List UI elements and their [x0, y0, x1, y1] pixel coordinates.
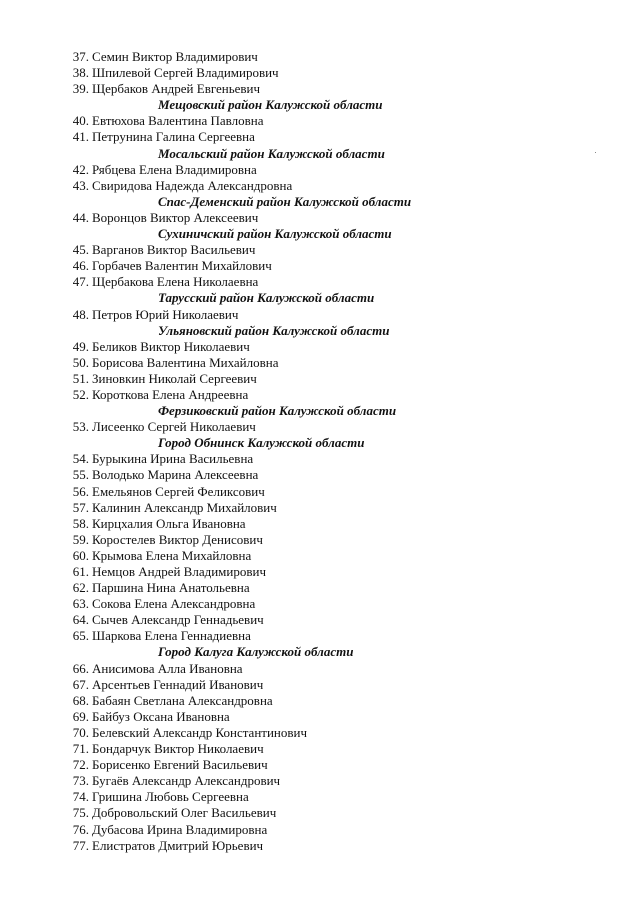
list-item — [0, 822, 640, 838]
list-item — [0, 661, 640, 677]
person-name: Крымова Елена Михайловна — [92, 547, 252, 563]
person-name: Калинин Александр Михайлович — [92, 499, 277, 515]
person-name: Бондарчук Виктор Николаевич — [92, 741, 264, 757]
person-name: Короткова Елена Андреевна — [92, 386, 249, 402]
person-name: Воронцов Виктор Алексеевич — [92, 209, 259, 225]
list-item-number: 74. — [72, 789, 89, 805]
person-name: Щербаков Андрей Евгеньевич — [92, 81, 261, 97]
person-name: Бугаёв Александр Александрович — [92, 773, 281, 789]
person-name: Лисеенко Сергей Николаевич — [92, 419, 256, 435]
section-heading: Мещовский район Калужской области — [158, 97, 383, 113]
list-item-number: 55. — [72, 467, 89, 483]
list-item-number: 73. — [72, 773, 89, 789]
list-item — [0, 612, 640, 628]
list-item — [0, 242, 640, 258]
list-item — [0, 49, 640, 65]
person-name: Емельянов Сергей Феликсович — [92, 483, 265, 499]
person-name: Петров Юрий Николаевич — [92, 306, 239, 322]
list-item-number: 62. — [72, 580, 89, 596]
list-item-number: 69. — [72, 708, 89, 724]
person-name: Елистратов Дмитрий Юрьевич — [92, 837, 264, 853]
section-heading: Тарусский район Калужской области — [158, 290, 375, 306]
list-item — [0, 355, 640, 371]
list-item — [0, 805, 640, 821]
list-item-number: 52. — [72, 386, 89, 402]
list-item-number: 67. — [72, 676, 89, 692]
list-item-number: 64. — [72, 612, 89, 628]
list-item — [0, 725, 640, 741]
list-item — [0, 371, 640, 387]
list-item — [0, 741, 640, 757]
list-item-number: 76. — [72, 821, 89, 837]
person-name: Анисимова Алла Ивановна — [92, 660, 243, 676]
section-heading: Город Обнинск Калужской области — [158, 435, 365, 451]
list-item — [0, 580, 640, 596]
list-item-number: 66. — [72, 660, 89, 676]
list-item — [0, 789, 640, 805]
list-item-number: 43. — [72, 177, 89, 193]
list-item — [0, 693, 640, 709]
person-name: Сокова Елена Александровна — [92, 596, 256, 612]
list-item-number: 38. — [72, 65, 89, 81]
list-item-number: 50. — [72, 354, 89, 370]
person-name: Беликов Виктор Николаевич — [92, 338, 250, 354]
list-item — [0, 387, 640, 403]
list-item-number: 60. — [72, 547, 89, 563]
person-name: Байбуз Оксана Ивановна — [92, 708, 230, 724]
list-item-number: 49. — [72, 338, 89, 354]
list-item-number: 44. — [72, 209, 89, 225]
person-name: Бабаян Светлана Александровна — [92, 692, 273, 708]
list-item-number: 75. — [72, 805, 89, 821]
person-name: Борисова Валентина Михайловна — [92, 354, 279, 370]
list-item — [0, 564, 640, 580]
list-item — [0, 532, 640, 548]
person-name: Борисенко Евгений Васильевич — [92, 757, 268, 773]
person-name: Сычев Александр Геннадьевич — [92, 612, 264, 628]
section-heading: Спас-Деменский район Калужской области — [158, 193, 412, 209]
list-item-number: 46. — [72, 258, 89, 274]
person-name: Бурыкина Ирина Васильевна — [92, 451, 254, 467]
list-item — [0, 838, 640, 854]
list-item-number: 61. — [72, 564, 89, 579]
person-name: Арсентьев Геннадий Иванович — [92, 676, 264, 692]
list-item-number: 45. — [72, 242, 89, 258]
list-item — [0, 516, 640, 532]
section-heading: Мосальский район Калужской области — [158, 145, 385, 161]
person-name: Гришина Любовь Сергеевна — [92, 789, 249, 805]
document-page — [0, 49, 640, 854]
list-item — [0, 467, 640, 483]
list-item — [0, 548, 640, 564]
list-item — [0, 677, 640, 693]
list-item — [0, 274, 640, 290]
list-item — [0, 757, 640, 773]
list-item-number: 56. — [72, 483, 89, 499]
person-name: Горбачев Валентин Михайлович — [92, 258, 272, 274]
list-item — [0, 500, 640, 516]
person-name: Щербакова Елена Николаевна — [92, 274, 259, 290]
person-name: Дубасова Ирина Владимировна — [92, 821, 268, 837]
person-name: Шаркова Елена Геннадиевна — [92, 628, 251, 644]
section-heading: Ферзиковский район Калужской области — [158, 403, 397, 419]
list-item-number: 77. — [72, 837, 89, 853]
person-name: Паршина Нина Анатольевна — [92, 580, 250, 596]
list-item — [0, 451, 640, 467]
person-name: Семин Виктор Владимирович — [92, 49, 258, 64]
list-item-number: 48. — [72, 306, 89, 322]
person-name: Петрунина Галина Сергеевна — [92, 129, 255, 145]
list-item — [0, 210, 640, 226]
list-item-number: 47. — [72, 274, 89, 290]
person-name: Шпилевой Сергей Владимирович — [92, 65, 279, 81]
person-name: Коростелев Виктор Денисович — [92, 531, 263, 547]
list-item — [0, 709, 640, 725]
list-item — [0, 307, 640, 323]
list-item-number: 39. — [72, 81, 89, 97]
person-name: Рябцева Елена Владимировна — [92, 161, 257, 177]
section-heading: Город Калуга Калужской области — [158, 644, 354, 660]
list-item-number: 70. — [72, 724, 89, 740]
person-name: Кирцхалия Ольга Ивановна — [92, 515, 246, 531]
list-item-number: 68. — [72, 692, 89, 708]
list-item — [0, 258, 640, 274]
person-name: Евтюхова Валентина Павловна — [92, 113, 264, 129]
list-item — [0, 484, 640, 500]
section-heading: Ульяновский район Калужской области — [158, 322, 390, 338]
person-name: Володько Марина Алексеевна — [92, 467, 259, 483]
list-item-number: 65. — [72, 628, 89, 644]
scan-speck — [595, 152, 596, 153]
person-name: Варганов Виктор Васильевич — [92, 242, 256, 258]
person-name: Зиновкин Николай Сергеевич — [92, 370, 257, 386]
list-item — [0, 162, 640, 178]
list-item-number: 37. — [72, 49, 89, 64]
list-item — [0, 773, 640, 789]
list-item-number: 41. — [72, 129, 89, 145]
person-name: Свиридова Надежда Александровна — [92, 177, 293, 193]
list-item-number: 63. — [72, 596, 89, 612]
list-item — [0, 65, 640, 81]
section-heading: Сухиничский район Калужской области — [158, 226, 392, 242]
list-item-number: 59. — [72, 531, 89, 547]
list-item — [0, 628, 640, 644]
list-item — [0, 339, 640, 355]
list-item-number: 72. — [72, 757, 89, 773]
list-item — [0, 178, 640, 194]
list-item-number: 54. — [72, 451, 89, 467]
list-item — [0, 596, 640, 612]
list-item-number: 53. — [72, 419, 89, 435]
list-item — [0, 419, 640, 435]
list-item-number: 71. — [72, 741, 89, 757]
list-item-number: 58. — [72, 515, 89, 531]
list-item-number: 40. — [72, 113, 89, 129]
list-item-number: 57. — [72, 499, 89, 515]
person-name: Добровольский Олег Васильевич — [92, 805, 277, 821]
list-item-number: 51. — [72, 370, 89, 386]
list-item — [0, 81, 640, 97]
list-item — [0, 129, 640, 145]
list-item — [0, 113, 640, 129]
list-item-number: 42. — [72, 161, 89, 177]
person-name: Белевский Александр Константинович — [92, 724, 308, 740]
person-name: Немцов Андрей Владимирович — [92, 564, 266, 579]
